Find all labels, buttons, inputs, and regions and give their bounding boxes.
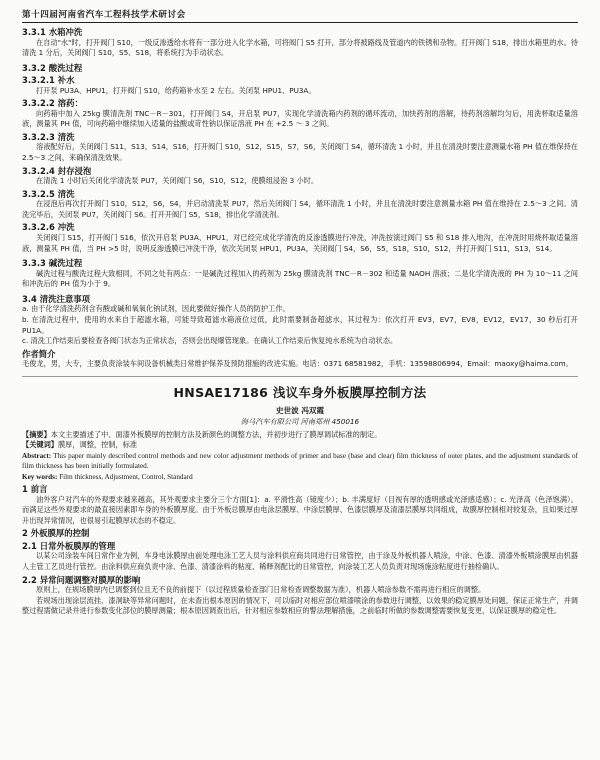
paragraph: 在清洗 1 小时后关闭化学清洗泵 PU7，关闭阀门 S6，S10，S12，使膜组浸泡 3 小时。 [36, 176, 319, 186]
list-item: c. 清洗工作结束后要检查各阀门状态为正常状态，否则会出现爆管现象。在确认工作结束后恢复纯水系统为自动状态。 [22, 336, 398, 346]
section-film-thickness [22, 484, 578, 617]
paragraph: 若规场出现涂层流挂、漆洞缺等异常问题时，在未查出根本原因的情况下，可以临时对相应部位喷漆喷涂的参数进行调整，以效果的稳定膜厚处问题，保证正常生产，并调整过程需做记录并进行参数变化部位的膜厚测量；根本原因调查出后，针对相应参数相应的警法理解措施，之前临时所做的参数调整需要恢复变更，以保证膜厚的稳定性。 [22, 595, 578, 616]
list-item: b. 在清洗过程中，使用的水来自于超滤水箱，可能导致超滤水箱液位过低，此时需要制备超滤水，其过程为：依次打开 EV3，EV7，EV8，EV12，EV17，30 秒后打开 PU1A。 [22, 314, 578, 335]
affiliation: 海马汽车有限公司 河南郑州 450016 [240, 416, 360, 426]
keywords-en [22, 472, 578, 482]
abstract-label: 【摘要】 [22, 429, 51, 439]
list-item: 毛俊龙，男，大专，主要负责涂装车间设备机械类日常维护保养及预防措施的改进实施。电话：0371 68581982，手机：13598806994，Email：maoxy@haima.com。 [22, 359, 573, 369]
paragraph: 溶液配好后，关闭阀门 S11，S13，S14，S16，打开阀门 S10，S12，S15，S7，S6，关闭阀门 S4，循环清洗 1 小时，并且在清洗时要注意测量水箱 PH 值在维保持在 2.5～3 之间，来确保清洗效果。 [22, 142, 578, 163]
section-heading: 3.3.2 酸洗过程 [22, 62, 83, 73]
paragraph: 以某公司涂装车间日常作业为例，车身电泳膜厚由前处理电泳工艺人员与涂料供应商共同进行日常管控，由于涂及外板机器人喷涂，中涂、色漆、清漆外板喷涂膜厚由机器人主管工艺员进行管控。由涂料供应商负责中涂、色漆、清漆涂料的粘度、稀释剂配比的日常管控，向涂装工艺人员负责对现场施涂粘度进行抽检确认。 [22, 551, 578, 572]
paragraph: 打开泵 PU3A、HPU1，打开阀门 S10，给药箱补水至 2 左右。关闭泵 HPU1、PU3A。 [36, 85, 316, 95]
subsection-heading: 3.3.2.3 清洗 [22, 131, 75, 142]
abstract-en-text: This paper mainly described control methods and new color adjustment methods of primer and base (base and clear) film thickness of outer plates, and the adjustment standards of film thickness has been initially formulated. [22, 451, 578, 471]
author-bio-heading: 作者简介 [22, 348, 56, 359]
paragraph: 关闭阀门 S15，打开阀门 S16，依次开启泵 PU3A、HPU1，对已经完成化学清洗的反渗透膜进行冲洗，冲洗按演过阀门 S5 和 S18 排入地沟，在冲洗时用烧杯取适量溶液，测量其 PH 值，当 PH >5 时，说明反渗透膜已冲洗干净，依次关闭泵 HPU1，PU3A，关闭阀门 S4，S6，S5，S18，S10，S12，并打开阀门 S11，S13，S14。 [22, 232, 578, 253]
section-cleaning-procedure [22, 27, 578, 370]
paragraph: 油外客户对汽车的外观要求越来越高，其外观要求主要分三个方面[1]：a. 平滑性高（镜度少）；b. 丰满度好（目视有厚的透明感或光泽感适感）；c. 光泽高（色泽饱满）。而满足这些外观要求的最直接因素即车身的外板膜厚度。由于外板总膜厚由电泳层膜厚、中涂层膜厚、色漆层膜厚及清漆层膜厚共同组成，故膜厚控制相对较复杂，且如果过厚升出现异常情况，也很易引起膜厚状态的不稳定。 [22, 494, 578, 525]
paragraph: 在自动"水"时，打开阀门 S10，一级反渗透给水将有一部分进入化学水箱，可将阀门 S5 打开，部分将被路线及管道内的铁锈和杂物。打开阀门 S18，排出水箱里的水。待清洗 1 分后，关闭阀门 S10，S5、S18，将系统打为手动状态。 [22, 37, 578, 58]
section-heading: 1 前言 [22, 484, 48, 495]
subsection-heading: 3.3.2.4 封存浸泡 [22, 165, 92, 176]
paragraph: 向药箱中加入 25kg 膜清洗剂 TNC－R－301，打开阀门 S4，开启泵 PU7，实现化学清洗箱内药剂的循环流动，加快药剂的溶解，待药剂溶解均匀后，用洗杯取适量溶液，测量其 PH 值，可向药箱中继续加入适量的盐酸或苛性钠以保证溶液 PH 在 +2.5 ～ 3 之间。 [22, 108, 578, 129]
subsection-heading: 2.2 异常问题调整对膜厚的影响 [22, 574, 141, 585]
section-heading: 3.4 清洗注意事项 [22, 293, 91, 304]
keywords-label: 【关键词】 [22, 440, 58, 450]
section-heading: 3.3.1 水箱冲洗 [22, 27, 83, 37]
keywords-zh [22, 440, 578, 451]
abstract-en-label: Abstract: [22, 451, 52, 460]
section-heading: 3.3.3 碱洗过程 [22, 258, 83, 269]
abstract-zh-body [22, 430, 578, 441]
paragraph: 碱洗过程与酸洗过程大致相同，不同之处有两点：一是碱洗过程加入的药剂为 25kg 膜清洗剂 TNC－R－302 和适量 NAOH 溶液；二是化学清洗液的 PH 为 10～11 之间和冲洗后的 PH 值为小于 9。 [22, 268, 578, 289]
keywords-en-label: Key words: [22, 472, 58, 481]
paragraph: 在浸泡后再次打开阀门 S10，S12，S6，S4，并启动清洗泵 PU7，然后关闭阀门 S4，循环清洗 1 小时，并且在清洗时要注意测量水箱 PH 值在维持在 2.5～3 之间。清洗完毕后，关闭泵 PU7，关闭阀门 S6。打开开阀门 S5，S18，排出化学清洗剂。 [22, 199, 578, 219]
subsection-heading: 3.3.2.5 清洗 [22, 188, 75, 199]
running-header: 第十四届河南省汽车工程科技学术研讨会 [22, 8, 578, 23]
divider [22, 376, 578, 377]
abstract-en [22, 451, 578, 482]
subsection-heading: 3.3.2.1 补水 [22, 75, 75, 86]
subsection-heading: 3.3.2.6 冲洗 [22, 222, 75, 233]
section-heading: 2 外板膜厚的控制 [22, 528, 90, 539]
abstract-text: 本文主要描述了中、面漆外板膜厚的控制方法及新颜色的调整方法，并初步进行了膜厚调试标准的制定。 [50, 429, 382, 439]
subsection-heading: 3.3.2.2 溶药： [22, 98, 83, 109]
keywords-text: 膜厚，调整，控制，标准 [57, 440, 138, 450]
subsection-heading: 2.1 日常外板膜厚的管理 [22, 540, 116, 551]
paper-title: HNSAE17186 浅议车身外板膜厚控制方法 [173, 384, 427, 400]
abstract-en-body [22, 451, 578, 472]
paragraph: 原则上，在规场膜厚内已调整到位且无不良的前提下（以过程质量检查部门日常检查调整数据为准），机器人喷涂参数不需再进行相应的调整。 [36, 585, 486, 595]
authors: 史世波 冯双霞 [275, 405, 325, 415]
abstract-zh [22, 430, 578, 451]
keywords-en-text: Film thickness, Adjustment, Control, Standard [59, 472, 193, 481]
list-item: a. 由于化学清洗药剂含有酸或碱和氧氧化钠试剂，因此要做好操作人员的防护工作。 [22, 304, 290, 314]
